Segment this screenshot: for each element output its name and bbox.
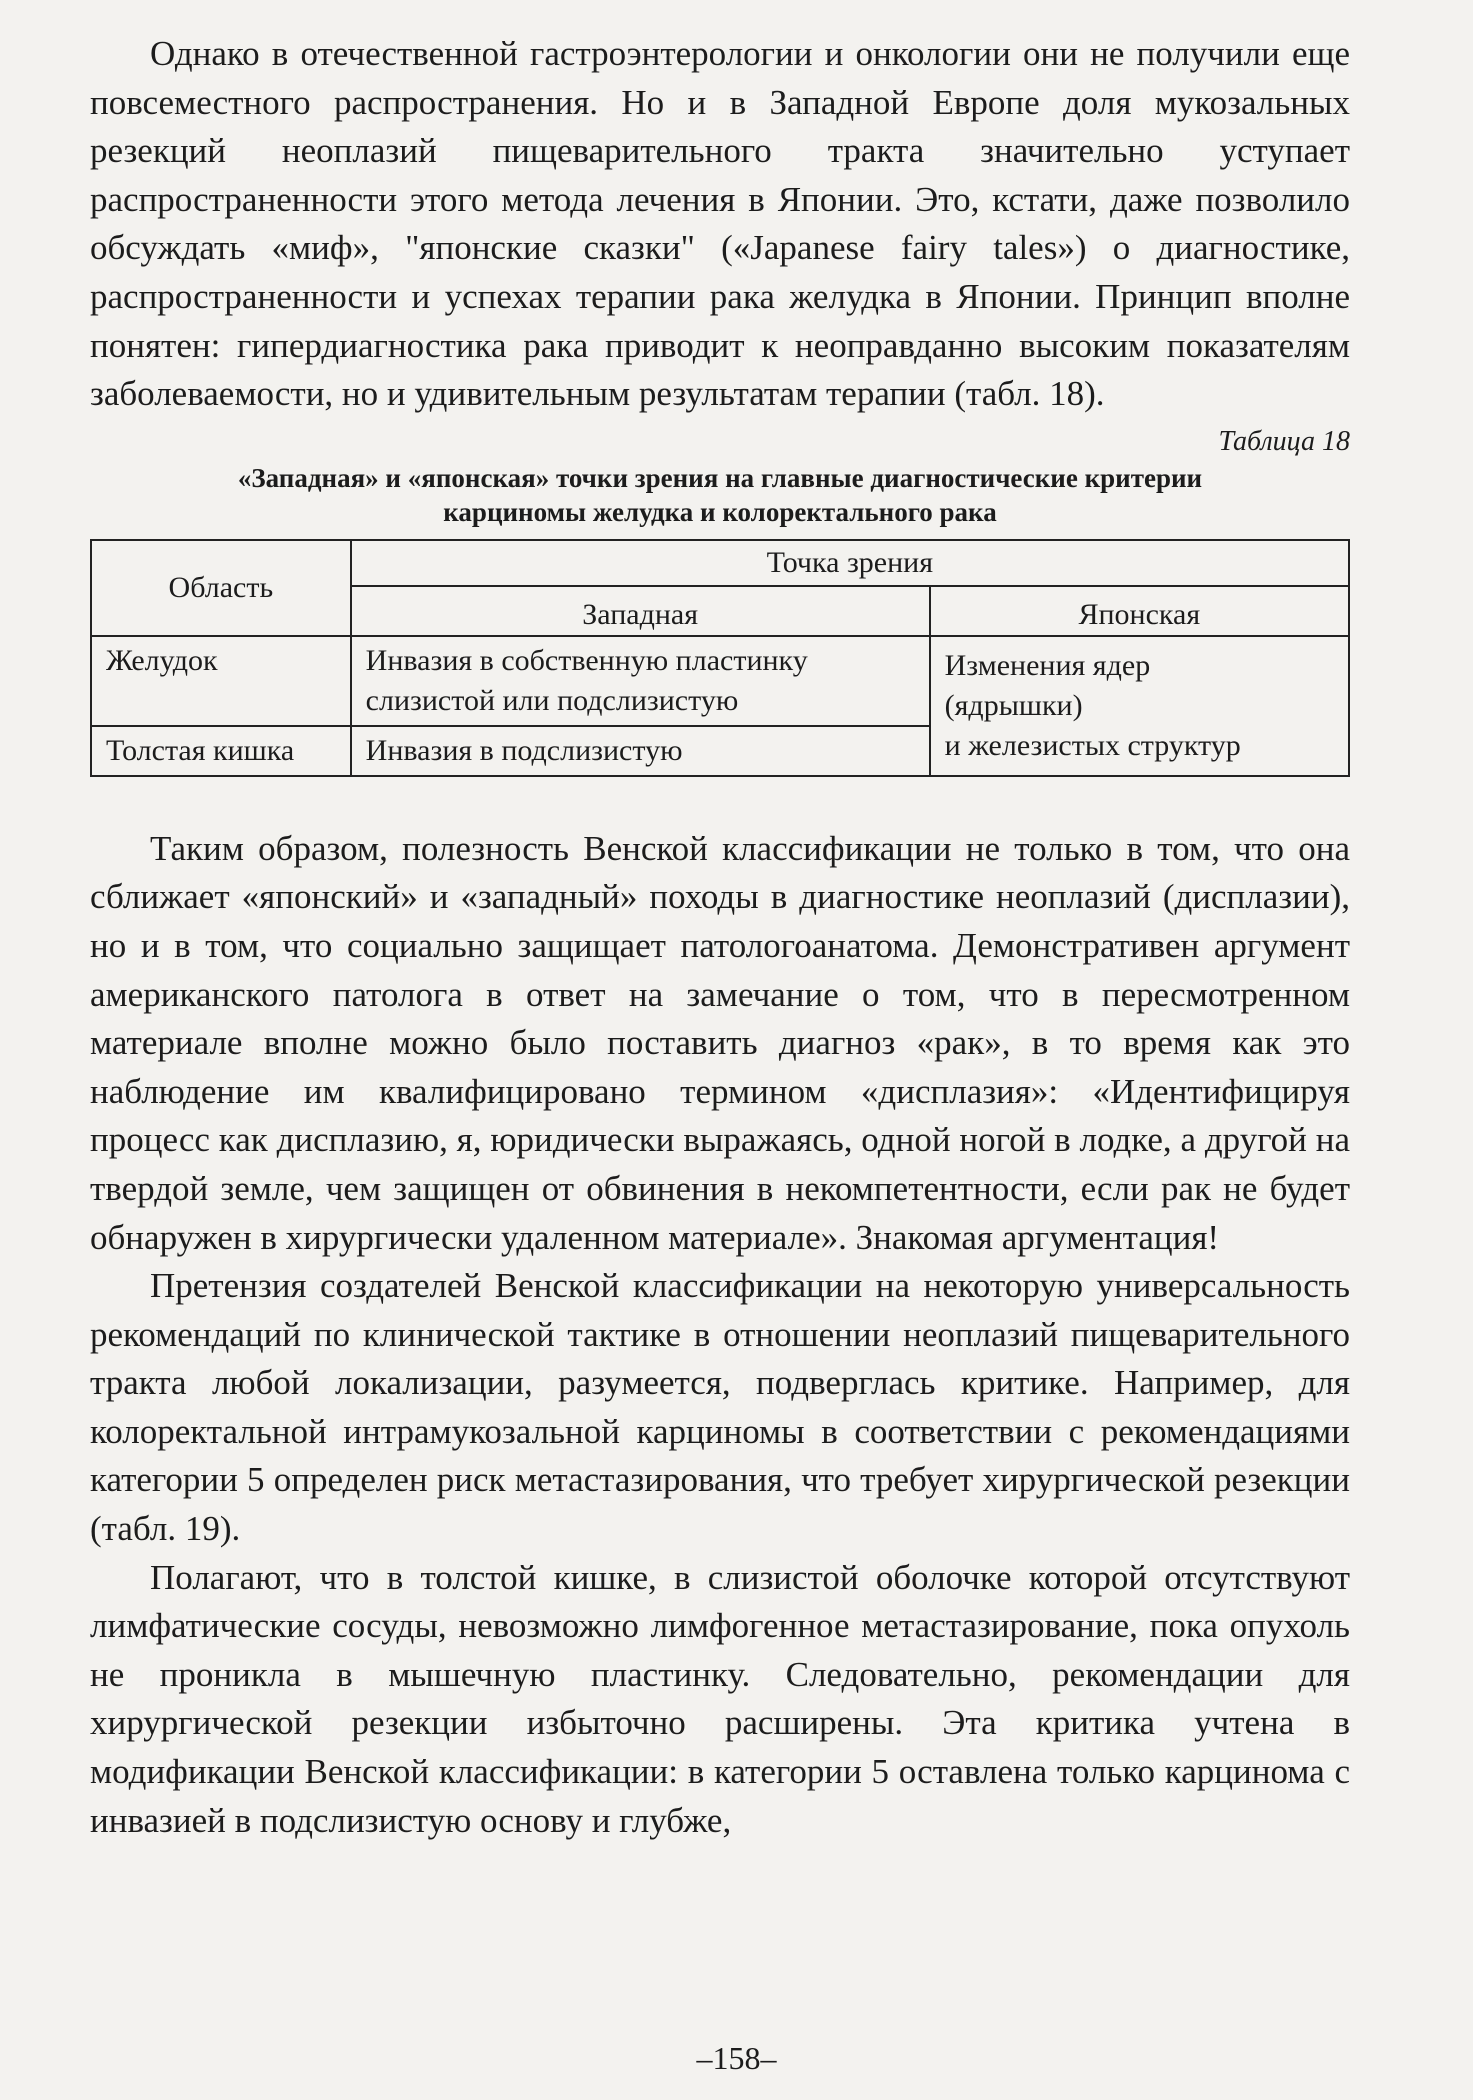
cell-area-stomach: Желудок: [91, 636, 351, 726]
book-page: [90, 30, 1350, 1845]
table-caption: Таблица 18: [1218, 425, 1350, 457]
cell-japanese-line-2: (ядрышки): [944, 688, 1083, 722]
paragraph-4: Полагают, что в толстой кишке, в слизистой оболочке которой отсутствуют лимфатические сосуды, невозможно лимфогенное метастазирование, пока опухоль не проникла в мышечную пластинку. Следовательно, рекомендации для хирургической резекции избыточно расширены. Эта критика учтена в модификации Венской классификации: в категории 5 оставлена только карцинома с инвазией в подслизистую основу и глубже,: [90, 1557, 1350, 1840]
paragraph-2: Таким образом, полезность Венской классификации не только в том, что она сближает «японский» и «западный» походы в диагностике неоплазий (дисплазии), но и в том, что социально защищает патологоанатома. Демонстративен аргумент американского патолога в ответ на замечание о том, что в пересмотренном материале вполне можно было поставить диагноз «рак», в то время как это наблюдение им квалифицировано термином «дисплазия»: «Идентифицируя процесс как дисплазию, я, юридически выражаясь, одной ногой в лодке, а другой на твердой земле, чем защищен от обвинения в некомпетентности, если рак не будет обнаружен в хирургически удаленном материале». Знакомая аргументация!: [90, 828, 1350, 1257]
cell-western-stomach: [351, 636, 930, 726]
paragraph-1: Однако в отечественной гастроэнтерологии и онкологии они не получили еще повсеместного распространения. Но и в Западной Европе доля мукозальных резекций неоплазий пищеварительного тракта значительно уступает распространенности этого метода лечения в Японии. Это, кстати, даже позволило обсуждать «миф», "японские сказки" («Japanese fairy tales») о диагностике, распространенности и успехах терапии рака желудка в Японии. Принцип вполне понятен: гипердиагностика рака приводит к неоправданно высоким показателям заболеваемости, но и удивительным результатам терапии (табл. 18).: [90, 34, 1350, 414]
cell-western-colon: Инвазия в подслизистую: [351, 726, 930, 776]
table-title: [90, 461, 1350, 529]
cell-western-stomach-line-2: слизистой или подслизистую: [365, 683, 739, 717]
cell-japanese: [930, 636, 1349, 776]
table-title-line-2: карциномы желудка и колоректального рака: [443, 496, 997, 527]
criteria-table: [90, 539, 1350, 777]
header-area: Область: [91, 540, 351, 636]
cell-western-stomach-line-1: Инвазия в собственную пластинку: [365, 643, 808, 677]
header-japanese: Японская: [930, 586, 1349, 636]
table-title-line-1: «Западная» и «японская» точки зрения на главные диагностические критерии: [237, 462, 1203, 493]
header-western: Западная: [351, 586, 930, 636]
paragraph-3: Претензия создателей Венской классификации на некоторую универсальность рекомендаций по клинической тактике в отношении неоплазий пищеварительного тракта любой локализации, разумеется, подверглась критике. Например, для колоректальной интрамукозальной карциномы в соответствии с рекомендациями категории 5 определен риск метастазирования, что требует хирургической резекции (табл. 19).: [90, 1266, 1350, 1549]
cell-japanese-line-3: и железистых структур: [944, 728, 1241, 762]
cell-japanese-line-1: Изменения ядер: [944, 648, 1151, 682]
header-viewpoint: Точка зрения: [351, 540, 1349, 586]
table-row: [91, 636, 1349, 726]
cell-area-colon: Толстая кишка: [91, 726, 351, 776]
page-number: –158–: [696, 2040, 777, 2076]
